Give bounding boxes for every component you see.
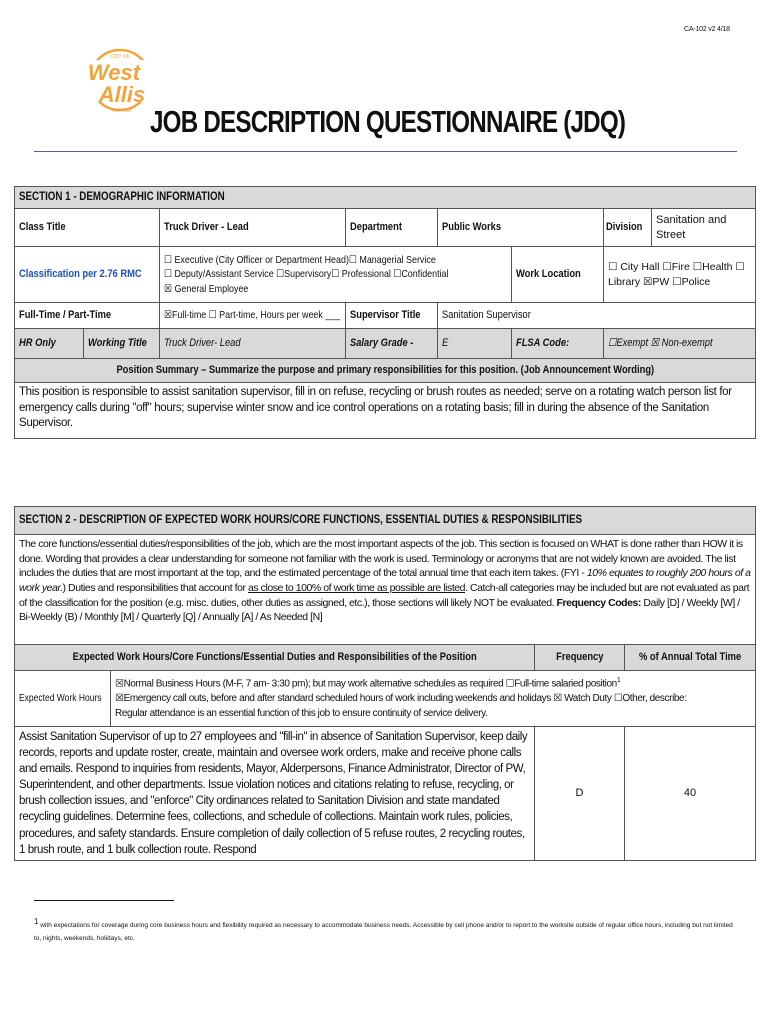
page-title: JOB DESCRIPTION QUESTIONNAIRE (JDQ)	[150, 104, 626, 139]
duty-1-frequency[interactable]: D	[535, 727, 625, 861]
section2-table	[14, 506, 756, 861]
working-title-label: Working Title	[84, 329, 160, 359]
supervisor-title-label: Supervisor Title	[346, 303, 438, 329]
footnote-marker: 1	[34, 917, 39, 926]
logo-small-bottom: EST. 1906	[112, 108, 132, 113]
position-summary-heading: Position Summary – Summarize the purpose and primary responsibilities for this position. (Job Announcement Wording)	[15, 359, 756, 383]
class-title-label: Class Title	[15, 209, 160, 247]
section2-heading: SECTION 2 - DESCRIPTION OF EXPECTED WORK HOURS/CORE FUNCTIONS, ESSENTIAL DUTIES & RESPONSIBILITIES	[15, 507, 756, 535]
class-title-value: Truck Driver - Lead	[160, 209, 346, 247]
duty-1-percent[interactable]: 40	[625, 727, 756, 861]
work-location-value[interactable]: ☐ City Hall ☐Fire ☐Health ☐ Library ☒PW ☐Police	[604, 247, 756, 303]
expected-hours-label: Expected Work Hours	[15, 671, 111, 727]
classification-line-2[interactable]: ☐ Deputy/Assistant Service ☐Supervisory☐ Professional ☐Confidential	[164, 268, 449, 281]
position-summary-text[interactable]: This position is responsible to assist sanitation supervisor, fill in on refuse, recycling or brush routes as needed; serve on a rotating watch person list for emergency calls during "off" hours; supervise winter snow and ice control operations on a rotating basis; fill in during the absence of the Sanitation Supervisor.	[15, 383, 756, 439]
footnote-text: with expectations for coverage during core business hours and flexibility required as necessary to accommodate business needs. Accessible by cell phone and/or to report to the worksite outside of regular office hours, including but not limited to, nights, weekends, holidays, etc.	[34, 922, 733, 942]
classification-line-3[interactable]: ☒ General Employee	[164, 282, 249, 295]
section2-intro: The core functions/essential duties/responsibilities of the job, which are the most important aspects of the job. This section is focused on WHAT is done rather than HOW it is done. Wording that provides a clear understanding for someone not familiar with the work is used. Terminology or acronyms that are not widely known are avoided. The list includes the duties that are most important at the top, and the estimated percentage of the total annual time that each item takes. (FYI - 10% equates to roughly 200 hours of a work year.) Duties and responsibilities that account for as close to 100% of work time as possible are listed. Catch-all categories may be included but are not evaluated as part of the classification for the position (e.g. misc. duties, other duties as assigned, etc.), those sections will likely NOT be evaluated. Frequency Codes: Daily [D] / Weekly [W] / Bi-Weekly (B) / Monthly [M] / Quarterly [Q] / Annually [A] / As Needed [N]	[15, 535, 756, 645]
department-label: Department	[346, 209, 438, 247]
section1-table	[14, 186, 756, 439]
work-location-label: Work Location	[512, 247, 604, 303]
division-label: Division	[604, 209, 652, 247]
footnote	[34, 914, 734, 945]
flsa-code-label: FLSA Code:	[512, 329, 604, 359]
west-allis-logo	[84, 36, 154, 128]
fulltime-label: Full-Time / Part-Time	[15, 303, 160, 329]
hr-only-label: HR Only	[15, 329, 84, 359]
duties-column-header: Expected Work Hours/Core Functions/Essential Duties and Responsibilities of the Position	[15, 645, 535, 671]
frequency-column-header: Frequency	[535, 645, 625, 671]
supervisor-title-value: Sanitation Supervisor	[438, 303, 756, 329]
classification-line-1[interactable]: ☐ Executive (City Officer or Department Head)☐ Managerial Service	[164, 254, 436, 267]
expected-hours-options	[111, 671, 756, 727]
flsa-code-value[interactable]: ☐Exempt ☒ Non-exempt	[604, 329, 756, 359]
title-divider	[34, 151, 737, 152]
expected-hours-line-3: Regular attendance is an essential function of this job to ensure continuity of service delivery.	[115, 708, 488, 720]
division-value: Sanitation and Street	[652, 209, 756, 247]
fulltime-value[interactable]: ☒Full-time ☐ Part-time, Hours per week ___	[160, 303, 346, 329]
department-value: Public Works	[438, 209, 604, 247]
logo-main-top: West	[87, 60, 141, 85]
expected-hours-line-1[interactable]: ☒Normal Business Hours (M-F, 7 am- 3:30 pm); but may work alternative schedules as required ☐Full-time salaried position$^1$	[115, 676, 621, 690]
footnote-divider	[34, 900, 174, 901]
logo-main-bottom: Allis	[98, 82, 146, 107]
section1-heading: SECTION 1 - DEMOGRAPHIC INFORMATION	[15, 187, 756, 209]
percent-column-header: % of Annual Total Time	[625, 645, 756, 671]
duty-1-description[interactable]: Assist Sanitation Supervisor of up to 27 employees and "fill-in" in absence of Sanitation Supervisor, keep daily records, reports and update roster, create, maintain and oversee work orders, make and receive phone calls and emails. Respond to inquiries from residents, Mayor, Alderpersons, Finance Administrator, Director of PW, Superintendent, and other departments. Issue violation notices and citations relating to refuse, recycling, or brush collection issues, and "enforce" City ordinances related to Sanitation Division and state mandated recycling guidelines. Determine fees, collections, and schedule of collections. Maintain work rules, policies, procedures, and safety standards. Ensure completion of daily collection of 5 refuse routes, 2 recycling routes, 1 brush route, and 1 bulk collection route. Respond	[15, 727, 535, 861]
salary-grade-label: Salary Grade -	[346, 329, 438, 359]
working-title-value: Truck Driver- Lead	[160, 329, 346, 359]
salary-grade-value: E	[438, 329, 512, 359]
expected-hours-line-2[interactable]: ☒Emergency call outs, before and after standard scheduled hours of work including weekends and holidays ☒ Watch Duty ☐Other, describe:	[115, 693, 687, 705]
logo-small-top: CITY OF	[110, 54, 130, 60]
classification-label: Classification per 2.76 RMC	[15, 247, 160, 303]
classification-options	[160, 247, 512, 303]
form-code: CA-102 v2 4/18	[684, 26, 730, 33]
